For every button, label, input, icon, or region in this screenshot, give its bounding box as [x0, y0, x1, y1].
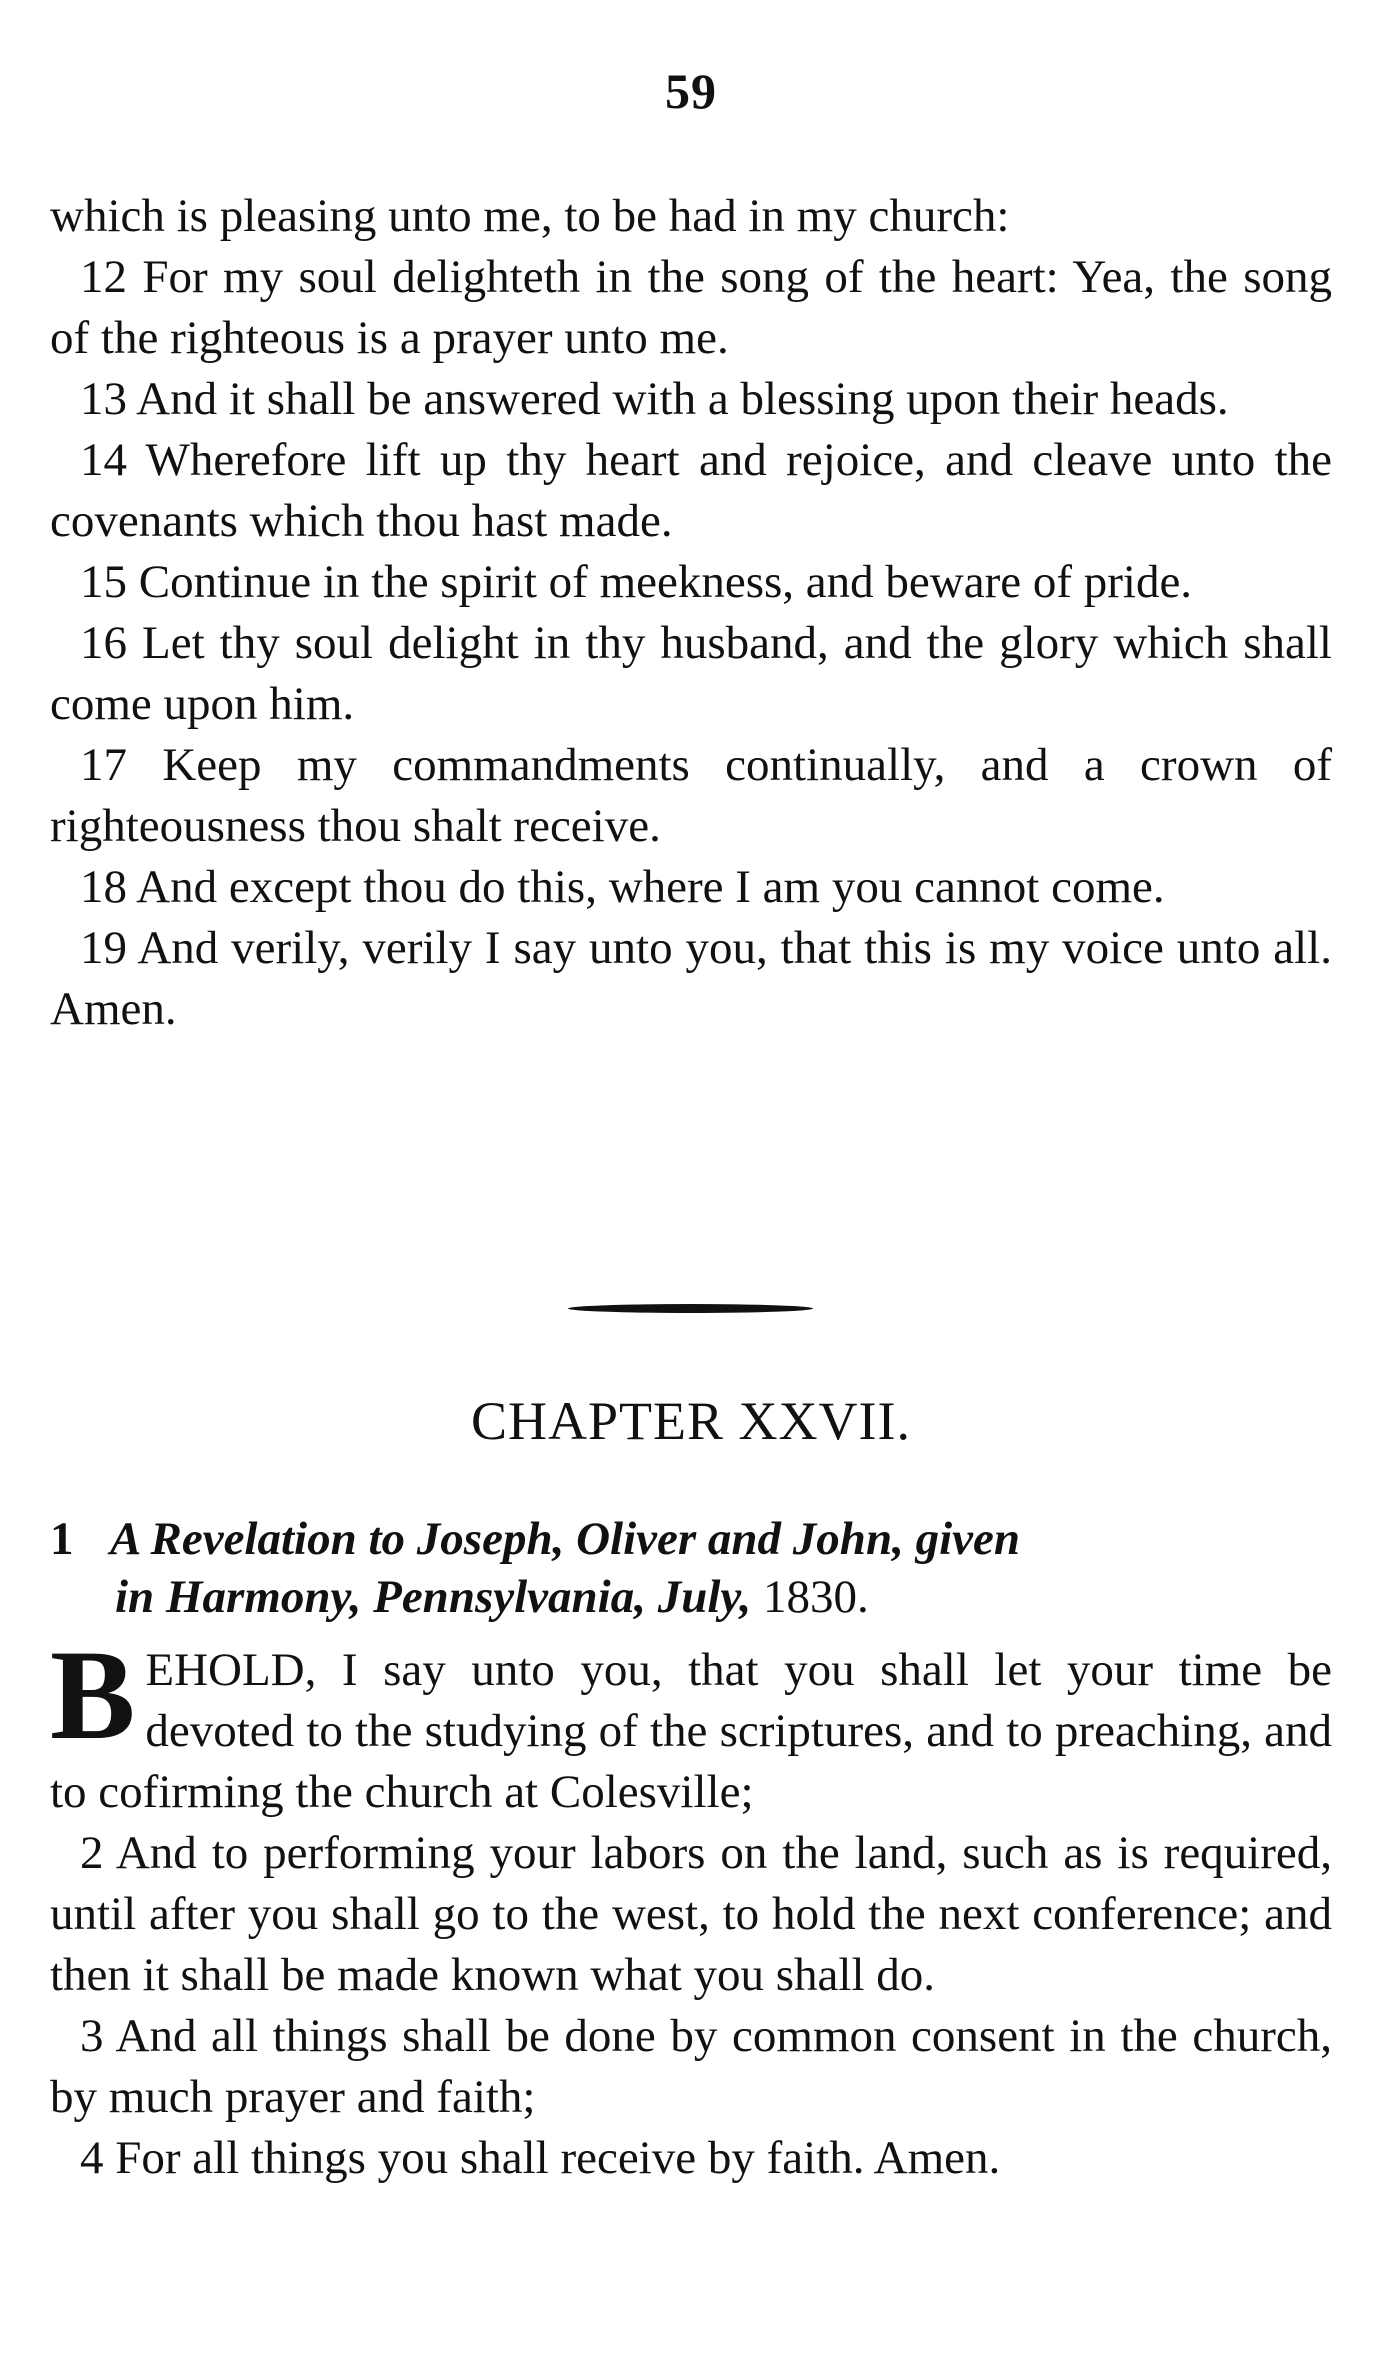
heading-line-2 — [50, 1568, 1332, 1626]
verse-block-bottom — [50, 1624, 1332, 2189]
verse-first — [50, 1624, 1332, 1823]
verse: 17 Keep my commandments continually, and a crown of righteousness thou shalt receive. — [50, 739, 1332, 852]
verse: 13 And it shall be answered with a blessing upon their heads. — [80, 373, 1229, 425]
heading-number: 1 — [50, 1513, 74, 1565]
verse: 12 For my soul delighteth in the song of the heart: Yea, the song of the righteous is a prayer unto me. — [50, 251, 1332, 364]
revelation-heading — [50, 1510, 1332, 1626]
verse: which is pleasing unto me, to be had in my church: — [50, 190, 1010, 242]
page-number: 59 — [665, 63, 717, 119]
verse: 2 And to performing your labors on the land, such as is required, until after you shall go to the west, to hold the next conference; and then it shall be made known what you shall do. — [50, 1827, 1332, 2001]
verse: 4 For all things you shall receive by faith. Amen. — [80, 2132, 1001, 2184]
verse: 18 And except thou do this, where I am you cannot come. — [80, 861, 1165, 913]
heading-year: 1830. — [763, 1571, 869, 1623]
heading-line-1 — [50, 1510, 1332, 1568]
drop-cap: B — [50, 1624, 136, 1766]
verse: 16 Let thy soul delight in thy husband, and the glory which shall come upon him. — [50, 617, 1332, 730]
verse: 19 And verily, verily I say unto you, that this is my voice unto all. Amen. — [50, 922, 1332, 1035]
verse-block-top — [50, 186, 1332, 1040]
verse-first-text: EHOLD, I say unto you, that you shall let your time be devoted to the studying of the scriptures, and to preaching, and to cofirming the church at Colesville; — [50, 1644, 1332, 1818]
verse: 15 Continue in the spirit of meekness, and beware of pride. — [80, 556, 1193, 608]
verse: 3 And all things shall be done by common consent in the church, by much prayer and faith; — [50, 2010, 1332, 2123]
heading-text: A Revelation to Joseph, Oliver and John, given — [110, 1513, 1021, 1565]
chapter-title: CHAPTER XXVII. — [471, 1391, 911, 1451]
verse: 14 Wherefore lift up thy heart and rejoice, and cleave unto the covenants which thou hast made. — [50, 434, 1332, 547]
heading-place: in Harmony, Pennsylvania, July, — [115, 1571, 752, 1623]
section-divider — [568, 1304, 813, 1313]
